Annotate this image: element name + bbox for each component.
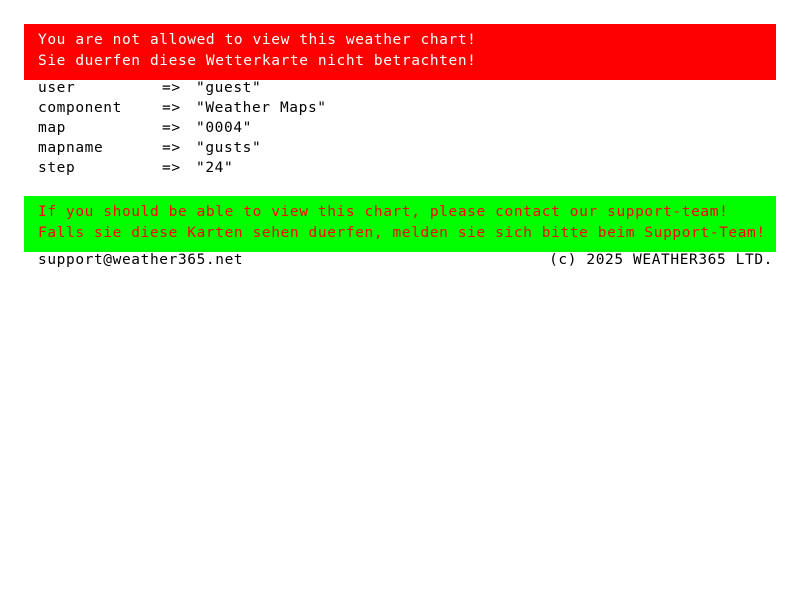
support-email[interactable]: support@weather365.net: [38, 252, 244, 268]
error-banner-line-en: You are not allowed to view this weather chart!: [38, 32, 477, 48]
error-banner: [24, 24, 776, 80]
param-arrow: =>: [162, 100, 181, 116]
table-row: [38, 158, 327, 178]
param-key: mapname: [38, 140, 104, 156]
table-row: [38, 78, 327, 98]
footer: [38, 250, 776, 270]
table-row: [38, 118, 327, 138]
param-key: user: [38, 80, 76, 96]
param-key: step: [38, 160, 76, 176]
param-value: "Weather Maps": [196, 100, 327, 116]
param-arrow: =>: [162, 80, 181, 96]
parameter-list: [38, 78, 327, 178]
error-banner-line-de: Sie duerfen diese Wetterkarte nicht betrachten!: [38, 53, 477, 69]
param-arrow: =>: [162, 120, 181, 136]
copyright-notice: (c) 2025 WEATHER365 LTD.: [549, 252, 773, 268]
param-value: "24": [196, 160, 234, 176]
param-key: map: [38, 120, 66, 136]
table-row: [38, 98, 327, 118]
param-key: component: [38, 100, 122, 116]
info-banner-line-de: Falls sie diese Karten sehen duerfen, melden sie sich bitte beim Support-Team!: [38, 225, 766, 241]
param-arrow: =>: [162, 160, 181, 176]
param-value: "guest": [196, 80, 262, 96]
param-arrow: =>: [162, 140, 181, 156]
info-banner-line-en: If you should be able to view this chart, please contact our support-team!: [38, 204, 729, 220]
table-row: [38, 138, 327, 158]
info-banner: [24, 196, 776, 252]
param-value: "0004": [196, 120, 252, 136]
param-value: "gusts": [196, 140, 262, 156]
